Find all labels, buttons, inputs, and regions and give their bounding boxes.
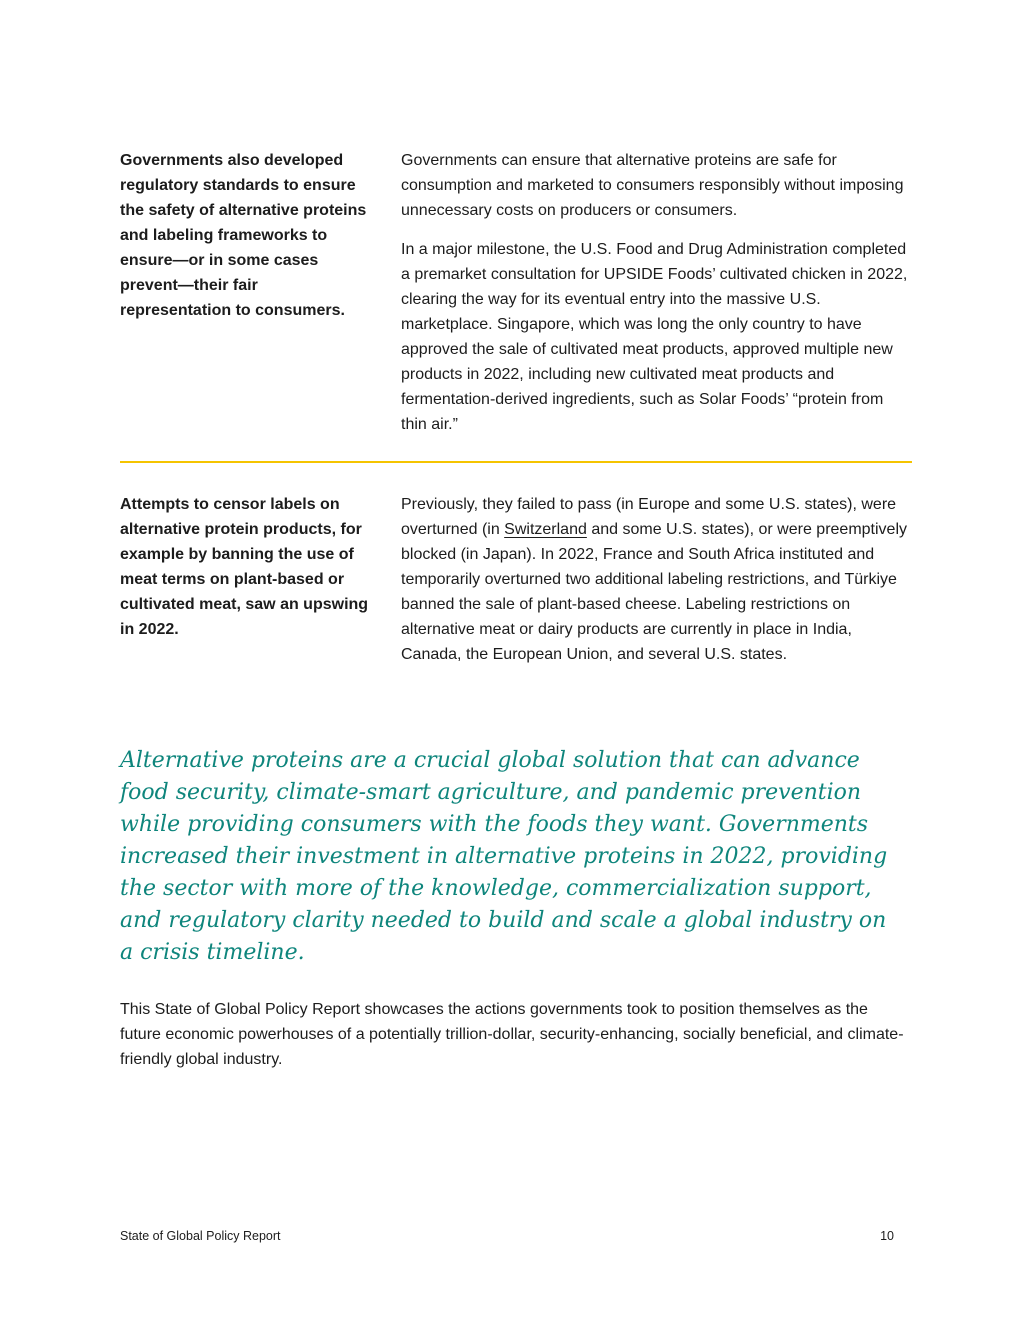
- pull-quote: Alternative proteins are a crucial global solution that can advance food security, climate-smart agriculture, and pandemic prevention while providing consumers with the foods they want. Governments increased their investment in alternative proteins in 2022, providing the sector with more of the knowledge, commercialization support, and regulatory clarity needed to build and scale a global industry on a crisis timeline.: [120, 748, 888, 965]
- section-labeling-censorship: [120, 492, 912, 667]
- body-paragraph-milestones: In a major milestone, the U.S. Food and Drug Administration completed a premarket consultation for UPSIDE Foods’ cultivated chicken in 2022, clearing the way for its eventual entry into the massive U.S. marketplace. Singapore, which was long the only country to have approved the sale of cultivated meat products, approved multiple new products in 2022, including new cultivated meat products and fermentation-derived ingredients, such as Solar Foods’ “protein from thin air.”: [401, 241, 908, 433]
- paragraph-text-before-link: Previously, they failed to pass (in Europe and some U.S. states), were overturned (in: [401, 496, 897, 538]
- section-regulatory-standards: [120, 148, 912, 437]
- paragraph-text-after-link: and some U.S. states), or were preemptively blocked (in Japan). In 2022, France and South Africa instituted and temporarily overturned two additional labeling restrictions, and Türkiye banned the sale of plant-based cheese. Labeling restrictions on alternative meat or dairy products are currently in place in India, Canada, the European Union, and several U.S. states.: [401, 521, 907, 663]
- closing-paragraph: This State of Global Policy Report showcases the actions governments took to position themselves as the future economic powerhouses of a potentially trillion-dollar, security-enhancing, socially beneficial, and climate-friendly global industry.: [120, 1001, 904, 1068]
- section-body-regulatory-standards: [401, 148, 912, 437]
- page-footer: [120, 1228, 894, 1244]
- section-lead-regulatory-standards: Governments also developed regulatory standards to ensure the safety of alternative proteins and labeling frameworks to ensure—or in some cases prevent—their fair representation to consumers.: [120, 152, 367, 319]
- footer-report-title: State of Global Policy Report: [120, 1229, 281, 1243]
- body-paragraph-safety: Governments can ensure that alternative proteins are safe for consumption and marketed to consumers responsibly without imposing unnecessary costs on producers or consumers.: [401, 152, 904, 219]
- footer-page-number: 10: [880, 1229, 894, 1243]
- section-lead-labeling-censorship: Attempts to censor labels on alternative protein products, for example by banning the use of meat terms on plant-based or cultivated meat, saw an upswing in 2022.: [120, 496, 369, 638]
- switzerland-link[interactable]: Switzerland: [504, 521, 587, 538]
- body-paragraph-labeling: [401, 492, 912, 667]
- yellow-divider: [120, 461, 912, 463]
- section-body-labeling-censorship: [401, 492, 912, 667]
